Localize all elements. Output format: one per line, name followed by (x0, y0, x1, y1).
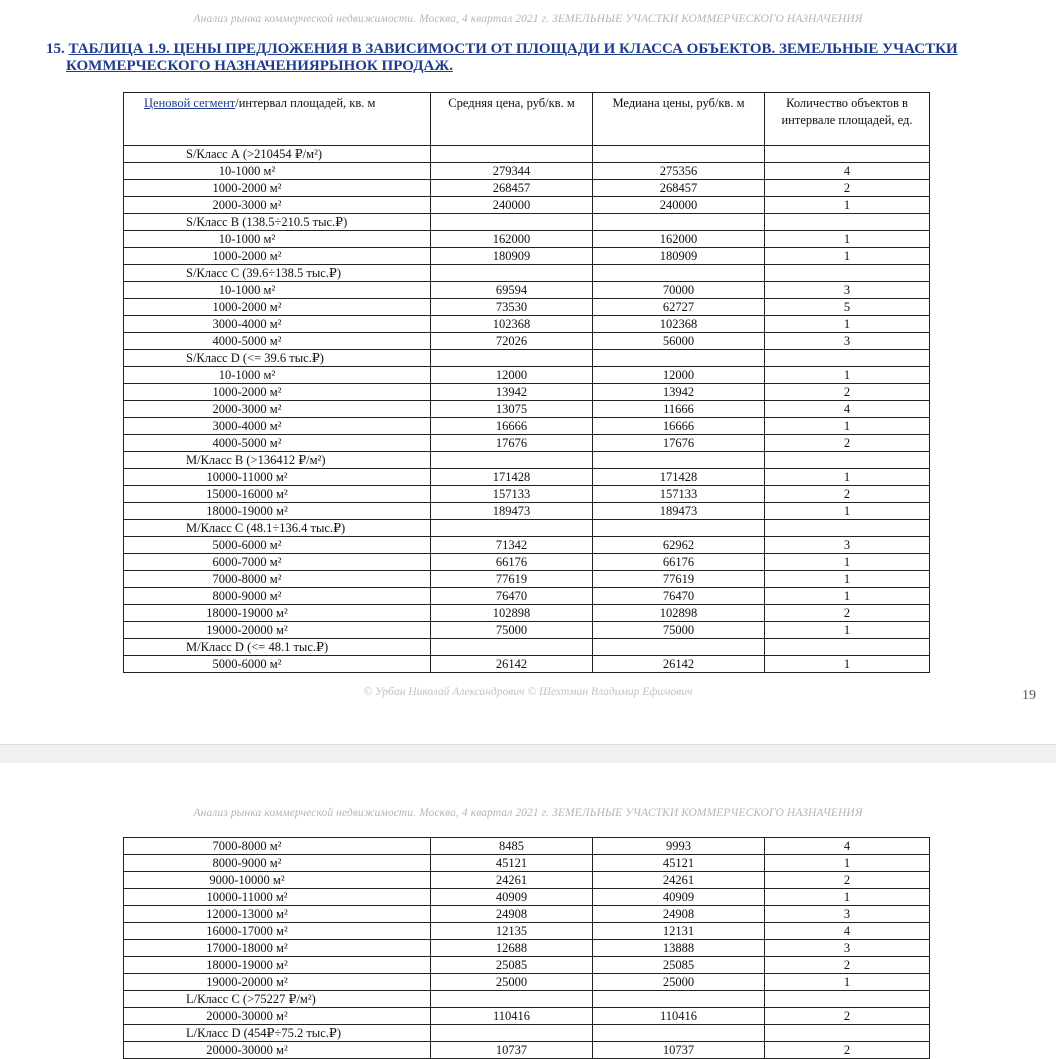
table-header-row (124, 93, 930, 146)
median-price: 62962 (593, 537, 765, 554)
median-price: 189473 (593, 503, 765, 520)
table-row (124, 384, 930, 401)
heading-number: 15. (46, 41, 65, 57)
avg-price: 189473 (431, 503, 593, 520)
table-row (124, 571, 930, 588)
table-row (124, 906, 930, 923)
area-interval: 2000-3000 м² (124, 197, 431, 214)
footer-copyright: © Урбан Николай Александрович © Шехтман Владимир Ефимович (363, 686, 693, 698)
avg-price: 25085 (431, 957, 593, 974)
area-interval: 15000-16000 м² (124, 486, 431, 503)
object-count: 1 (765, 231, 930, 248)
object-count: 1 (765, 248, 930, 265)
median-price: 62727 (593, 299, 765, 316)
avg-price: 45121 (431, 855, 593, 872)
table-row (124, 974, 930, 991)
table-row (124, 957, 930, 974)
object-count: 2 (765, 1008, 930, 1025)
table-row (124, 889, 930, 906)
table-row (124, 197, 930, 214)
object-count: 2 (765, 957, 930, 974)
avg-price: 26142 (431, 656, 593, 673)
area-interval: 19000-20000 м² (124, 622, 431, 639)
category-label: L/Класс С (>75227 ₽/м²) (124, 991, 431, 1008)
empty-cell (765, 520, 930, 537)
area-interval: 1000-2000 м² (124, 180, 431, 197)
area-interval: 17000-18000 м² (124, 940, 431, 957)
table-row (124, 231, 930, 248)
median-price: 70000 (593, 282, 765, 299)
object-count: 2 (765, 486, 930, 503)
object-count: 3 (765, 940, 930, 957)
table-row (124, 855, 930, 872)
area-interval: 10-1000 м² (124, 282, 431, 299)
median-price: 10737 (593, 1042, 765, 1059)
table-row (124, 923, 930, 940)
object-count: 1 (765, 656, 930, 673)
avg-price: 8485 (431, 838, 593, 855)
area-interval: 6000-7000 м² (124, 554, 431, 571)
median-price: 26142 (593, 656, 765, 673)
area-interval: 3000-4000 м² (124, 418, 431, 435)
avg-price: 13942 (431, 384, 593, 401)
median-price: 12000 (593, 367, 765, 384)
table-row (124, 872, 930, 889)
avg-price: 171428 (431, 469, 593, 486)
table-heading (46, 41, 1026, 75)
avg-price: 12688 (431, 940, 593, 957)
empty-cell (431, 350, 593, 367)
area-interval: 2000-3000 м² (124, 401, 431, 418)
area-interval: 7000-8000 м² (124, 838, 431, 855)
avg-price: 12135 (431, 923, 593, 940)
object-count: 1 (765, 418, 930, 435)
category-row (124, 146, 930, 163)
area-interval: 10-1000 м² (124, 163, 431, 180)
table-row (124, 435, 930, 452)
median-price: 16666 (593, 418, 765, 435)
heading-line2[interactable]: КОММЕРЧЕСКОГО НАЗНАЧЕНИЯРЫНОК ПРОДАЖ. (66, 58, 453, 74)
avg-price: 12000 (431, 367, 593, 384)
object-count: 1 (765, 367, 930, 384)
object-count: 3 (765, 537, 930, 554)
empty-cell (593, 639, 765, 656)
empty-cell (593, 146, 765, 163)
table-row (124, 838, 930, 855)
table-row (124, 622, 930, 639)
area-interval: 10000-11000 м² (124, 469, 431, 486)
area-interval: 20000-30000 м² (124, 1042, 431, 1059)
avg-price: 25000 (431, 974, 593, 991)
median-price: 75000 (593, 622, 765, 639)
category-row (124, 1025, 930, 1042)
category-label: S/Класс D (<= 39.6 тыс.₽) (124, 350, 431, 367)
median-price: 66176 (593, 554, 765, 571)
object-count: 3 (765, 333, 930, 350)
category-label: L/Класс D (454₽÷75.2 тыс.₽) (124, 1025, 431, 1042)
table-row (124, 418, 930, 435)
table-row (124, 299, 930, 316)
empty-cell (431, 991, 593, 1008)
avg-price: 69594 (431, 282, 593, 299)
median-price: 11666 (593, 401, 765, 418)
empty-cell (765, 214, 930, 231)
area-interval: 1000-2000 м² (124, 299, 431, 316)
avg-price: 75000 (431, 622, 593, 639)
empty-cell (431, 214, 593, 231)
area-interval: 18000-19000 м² (124, 957, 431, 974)
area-interval: 1000-2000 м² (124, 248, 431, 265)
category-label: S/Класс С (39.6÷138.5 тыс.₽) (124, 265, 431, 282)
median-price: 102898 (593, 605, 765, 622)
area-interval: 19000-20000 м² (124, 974, 431, 991)
area-interval: 10-1000 м² (124, 367, 431, 384)
object-count: 2 (765, 1042, 930, 1059)
object-count: 4 (765, 163, 930, 180)
table-row (124, 605, 930, 622)
table-row (124, 469, 930, 486)
avg-price: 10737 (431, 1042, 593, 1059)
empty-cell (765, 350, 930, 367)
category-row (124, 265, 930, 282)
table-row (124, 316, 930, 333)
table-row (124, 163, 930, 180)
median-price: 180909 (593, 248, 765, 265)
category-row (124, 350, 930, 367)
empty-cell (593, 991, 765, 1008)
avg-price: 240000 (431, 197, 593, 214)
empty-cell (431, 639, 593, 656)
median-price: 171428 (593, 469, 765, 486)
area-interval: 12000-13000 м² (124, 906, 431, 923)
category-label: M/Класс В (>136412 ₽/м²) (124, 452, 431, 469)
object-count: 1 (765, 554, 930, 571)
avg-price: 24261 (431, 872, 593, 889)
median-price: 25000 (593, 974, 765, 991)
median-price: 40909 (593, 889, 765, 906)
avg-price: 76470 (431, 588, 593, 605)
empty-cell (431, 1025, 593, 1042)
median-price: 268457 (593, 180, 765, 197)
heading-line1[interactable]: ТАБЛИЦА 1.9. ЦЕНЫ ПРЕДЛОЖЕНИЯ В ЗАВИСИМОСТИ ОТ ПЛОЩАДИ И КЛАССА ОБЪЕКТОВ. ЗЕМЕЛЬНЫЕ УЧАСТКИ (68, 41, 958, 57)
object-count: 1 (765, 503, 930, 520)
median-price: 25085 (593, 957, 765, 974)
area-interval: 7000-8000 м² (124, 571, 431, 588)
area-interval: 9000-10000 м² (124, 872, 431, 889)
empty-cell (765, 265, 930, 282)
area-interval: 16000-17000 м² (124, 923, 431, 940)
median-price: 13942 (593, 384, 765, 401)
price-table (123, 92, 930, 673)
object-count: 1 (765, 855, 930, 872)
empty-cell (765, 991, 930, 1008)
table-row (124, 282, 930, 299)
avg-price: 13075 (431, 401, 593, 418)
object-count: 2 (765, 872, 930, 889)
table-row (124, 248, 930, 265)
area-interval: 1000-2000 м² (124, 384, 431, 401)
col-header-segment (124, 93, 431, 146)
col-header-median: Медиана цены, руб/кв. м (593, 93, 765, 146)
table-row (124, 486, 930, 503)
avg-price: 110416 (431, 1008, 593, 1025)
object-count: 1 (765, 974, 930, 991)
table-row (124, 333, 930, 350)
empty-cell (765, 452, 930, 469)
area-interval: 18000-19000 м² (124, 503, 431, 520)
avg-price: 102368 (431, 316, 593, 333)
avg-price: 73530 (431, 299, 593, 316)
area-interval: 10000-11000 м² (124, 889, 431, 906)
category-label: M/Класс С (48.1÷136.4 тыс.₽) (124, 520, 431, 537)
empty-cell (431, 520, 593, 537)
area-interval: 5000-6000 м² (124, 656, 431, 673)
median-price: 45121 (593, 855, 765, 872)
table-row (124, 940, 930, 957)
category-row (124, 991, 930, 1008)
avg-price: 102898 (431, 605, 593, 622)
avg-price: 279344 (431, 163, 593, 180)
median-price: 24261 (593, 872, 765, 889)
object-count: 2 (765, 605, 930, 622)
empty-cell (431, 146, 593, 163)
category-label: M/Класс D (<= 48.1 тыс.₽) (124, 639, 431, 656)
median-price: 13888 (593, 940, 765, 957)
area-interval: 8000-9000 м² (124, 855, 431, 872)
median-price: 110416 (593, 1008, 765, 1025)
area-interval: 4000-5000 м² (124, 435, 431, 452)
object-count: 1 (765, 588, 930, 605)
category-row (124, 520, 930, 537)
object-count: 1 (765, 889, 930, 906)
object-count: 1 (765, 316, 930, 333)
object-count: 4 (765, 401, 930, 418)
avg-price: 66176 (431, 554, 593, 571)
table-body-page2 (124, 838, 930, 1059)
page-separator (0, 744, 1056, 764)
category-row (124, 214, 930, 231)
category-row (124, 452, 930, 469)
page-number: 19 (1022, 688, 1036, 703)
median-price: 157133 (593, 486, 765, 503)
object-count: 3 (765, 906, 930, 923)
object-count: 3 (765, 282, 930, 299)
avg-price: 268457 (431, 180, 593, 197)
median-price: 162000 (593, 231, 765, 248)
table-body-page1 (124, 146, 930, 673)
empty-cell (765, 1025, 930, 1042)
object-count: 1 (765, 571, 930, 588)
area-interval: 20000-30000 м² (124, 1008, 431, 1025)
object-count: 4 (765, 838, 930, 855)
avg-price: 24908 (431, 906, 593, 923)
empty-cell (593, 520, 765, 537)
median-price: 12131 (593, 923, 765, 940)
area-interval: 5000-6000 м² (124, 537, 431, 554)
price-table-continued (123, 837, 930, 1059)
median-price: 76470 (593, 588, 765, 605)
table-row (124, 367, 930, 384)
empty-cell (765, 639, 930, 656)
area-interval: 4000-5000 м² (124, 333, 431, 350)
object-count: 1 (765, 197, 930, 214)
table-row (124, 180, 930, 197)
avg-price: 162000 (431, 231, 593, 248)
empty-cell (593, 452, 765, 469)
median-price: 77619 (593, 571, 765, 588)
median-price: 102368 (593, 316, 765, 333)
median-price: 56000 (593, 333, 765, 350)
table-row (124, 588, 930, 605)
table-row (124, 1008, 930, 1025)
object-count: 2 (765, 180, 930, 197)
empty-cell (593, 1025, 765, 1042)
object-count: 1 (765, 622, 930, 639)
object-count: 1 (765, 469, 930, 486)
avg-price: 40909 (431, 889, 593, 906)
col-header-count: Количество объектов в интервале площадей, ед. (765, 93, 930, 146)
empty-cell (431, 452, 593, 469)
running-header: Анализ рынка коммерческой недвижимости. Москва, 4 квартал 2021 г. ЗЕМЕЛЬНЫЕ УЧАСТКИ КОММЕРЧЕСКОГО НАЗНАЧЕНИЯ (193, 13, 863, 25)
table-row (124, 656, 930, 673)
table-row (124, 503, 930, 520)
category-row (124, 639, 930, 656)
empty-cell (765, 146, 930, 163)
col-header-segment-rest: /интервал площадей, кв. м (235, 96, 376, 110)
table-row (124, 401, 930, 418)
median-price: 24908 (593, 906, 765, 923)
avg-price: 72026 (431, 333, 593, 350)
table-row (124, 537, 930, 554)
empty-cell (431, 265, 593, 282)
avg-price: 180909 (431, 248, 593, 265)
median-price: 9993 (593, 838, 765, 855)
avg-price: 71342 (431, 537, 593, 554)
table-row (124, 554, 930, 571)
median-price: 17676 (593, 435, 765, 452)
col-header-avg: Средняя цена, руб/кв. м (431, 93, 593, 146)
category-label: S/Класс В (138.5÷210.5 тыс.₽) (124, 214, 431, 231)
median-price: 275356 (593, 163, 765, 180)
running-header-page2: Анализ рынка коммерческой недвижимости. Москва, 4 квартал 2021 г. ЗЕМЕЛЬНЫЕ УЧАСТКИ КОММЕРЧЕСКОГО НАЗНАЧЕНИЯ (193, 807, 863, 819)
avg-price: 157133 (431, 486, 593, 503)
median-price: 240000 (593, 197, 765, 214)
empty-cell (593, 350, 765, 367)
area-interval: 10-1000 м² (124, 231, 431, 248)
area-interval: 3000-4000 м² (124, 316, 431, 333)
avg-price: 16666 (431, 418, 593, 435)
object-count: 2 (765, 435, 930, 452)
empty-cell (593, 265, 765, 282)
object-count: 2 (765, 384, 930, 401)
area-interval: 18000-19000 м² (124, 605, 431, 622)
area-interval: 8000-9000 м² (124, 588, 431, 605)
avg-price: 17676 (431, 435, 593, 452)
empty-cell (593, 214, 765, 231)
object-count: 4 (765, 923, 930, 940)
avg-price: 77619 (431, 571, 593, 588)
object-count: 5 (765, 299, 930, 316)
segment-link[interactable]: Ценовой сегмент (144, 96, 236, 110)
category-label: S/Класс А (>210454 ₽/м²) (124, 146, 431, 163)
